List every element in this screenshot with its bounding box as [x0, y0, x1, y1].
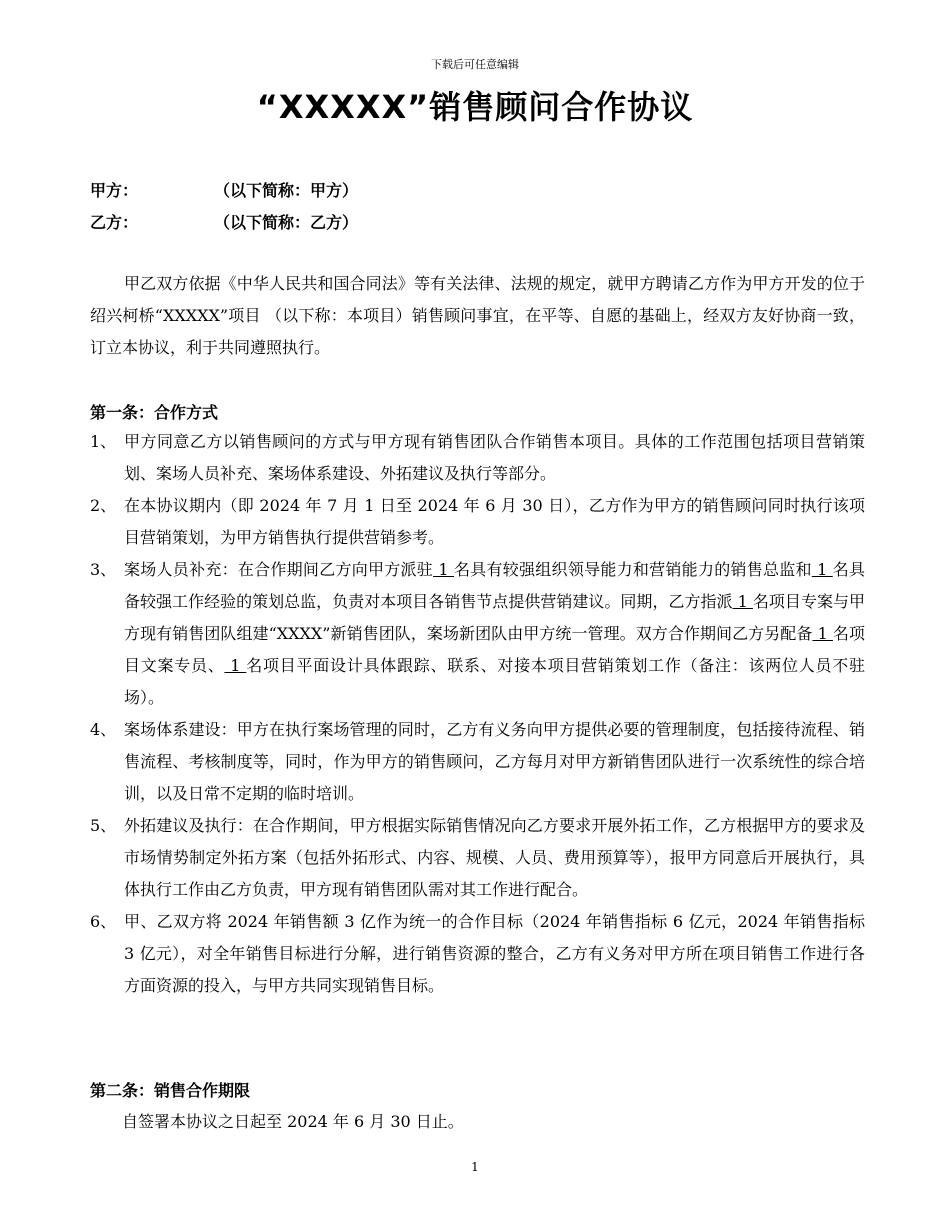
clause-4 — [90, 714, 865, 810]
party-a-label: 甲方： — [90, 181, 139, 200]
clause-3-part-3: 名具备较强工作经验的策划总监，负责对本项目各销售节点提供营销建议。同期，乙方指派 — [124, 560, 865, 611]
clause-5 — [90, 810, 865, 906]
clause-number: 5、 — [90, 816, 117, 835]
clause-3-part-5: 名项目文案专员、 — [124, 624, 865, 675]
clause-2 — [90, 490, 865, 554]
clause-number: 6、 — [90, 912, 117, 931]
party-a-line — [90, 178, 358, 201]
clause-1 — [90, 426, 865, 490]
clause-text: 外拓建议及执行：在合作期间，甲方根据实际销售情况向乙方要求开展外拓工作，乙方根据甲方的要求及市场情势制定外拓方案（包括外拓形式、内容、规模、人员、费用预算等），报甲方同意后开展执行，具体执行工作由乙方负责，甲方现有销售团队需对其工作进行配合。 — [124, 816, 865, 899]
clause-text: 甲、乙双方将 2024 年销售额 3 亿作为统一的合作目标（2024 年销售指标 6 亿元，2024 年销售指标 3 亿元），对全年销售目标进行分解，进行销售资源的整合，乙方有义务对甲方所在项目销售工作进行各方面资源的投入，与甲方共同实现销售目标。 — [124, 912, 865, 995]
clause-3 — [90, 554, 865, 714]
copywriter-count: 1 — [812, 624, 833, 643]
project-specialist-count: 1 — [732, 592, 753, 611]
party-b-line — [90, 210, 358, 233]
clause-text: 甲方同意乙方以销售顾问的方式与甲方现有销售团队合作销售本项目。具体的工作范围包括项目营销策划、案场人员补充、案场体系建设、外拓建议及执行等部分。 — [124, 432, 865, 483]
clause-3-part-1: 案场人员补充：在合作期间乙方向甲方派驻 — [124, 560, 434, 579]
sales-director-count: 1 — [433, 560, 454, 579]
clause-number: 4、 — [90, 720, 117, 739]
section1-clauses — [90, 426, 865, 1002]
document-title: “XXXXX”销售顾问合作协议 — [256, 88, 694, 126]
section2-text: 自签署本协议之日起至 2024 年 6 月 30 日止。 — [122, 1112, 464, 1131]
clause-number: 3、 — [90, 560, 117, 579]
intro-paragraph: 甲乙双方依据《中华人民共和国合同法》等有关法律、法规的规定，就甲方聘请乙方作为甲方开发的位于绍兴柯桥“XXXXX”项目 （以下称：本项目）销售顾问事宜，在平等、自愿的基础上，经双方友好协商一致，订立本协议，利于共同遵照执行。 — [90, 274, 865, 357]
clause-3-part-2: 名具有较强组织领导能力和营销能力的销售总监和 — [453, 560, 812, 579]
clause-text: 在本协议期内（即 2024 年 7 月 1 日至 2024 年 6 月 30 日），乙方作为甲方的销售顾问同时执行该项目营销策划，为甲方销售执行提供营销参考。 — [124, 496, 865, 547]
planning-director-count: 1 — [811, 560, 833, 579]
clause-text: 案场体系建设：甲方在执行案场管理的同时，乙方有义务向甲方提供必要的管理制度，包括接待流程、销售流程、考核制度等，同时，作为甲方的销售顾问，乙方每月对甲方新销售团队进行一次系统性的综合培训，以及日常不定期的临时培训。 — [124, 720, 865, 803]
clause-number: 1、 — [90, 432, 117, 451]
party-b-label: 乙方： — [90, 213, 139, 232]
party-a-abbr: （以下简称：甲方） — [214, 181, 359, 200]
section2-heading: 第二条：销售合作期限 — [90, 1081, 251, 1100]
header-note: 下载后可任意编辑 — [431, 58, 519, 71]
clause-text — [124, 560, 865, 707]
clause-3-part-4: 名项目专案与甲方现有销售团队组建“XXXX”新销售团队，案场新团队由甲方统一管理。双方合作期间乙方另配备 — [124, 592, 865, 643]
clause-3-part-6: 名项目平面设计具体跟踪、联系、对接本项目营销策划工作（备注：该两位人员不驻场）。 — [124, 656, 865, 707]
clause-6 — [90, 906, 865, 1002]
page-number: 1 — [471, 1160, 479, 1174]
party-b-abbr: （以下简称：乙方） — [214, 213, 359, 232]
section1-heading: 第一条：合作方式 — [90, 403, 219, 422]
clause-number: 2、 — [90, 496, 117, 515]
graphic-designer-count: 1 — [224, 656, 247, 675]
